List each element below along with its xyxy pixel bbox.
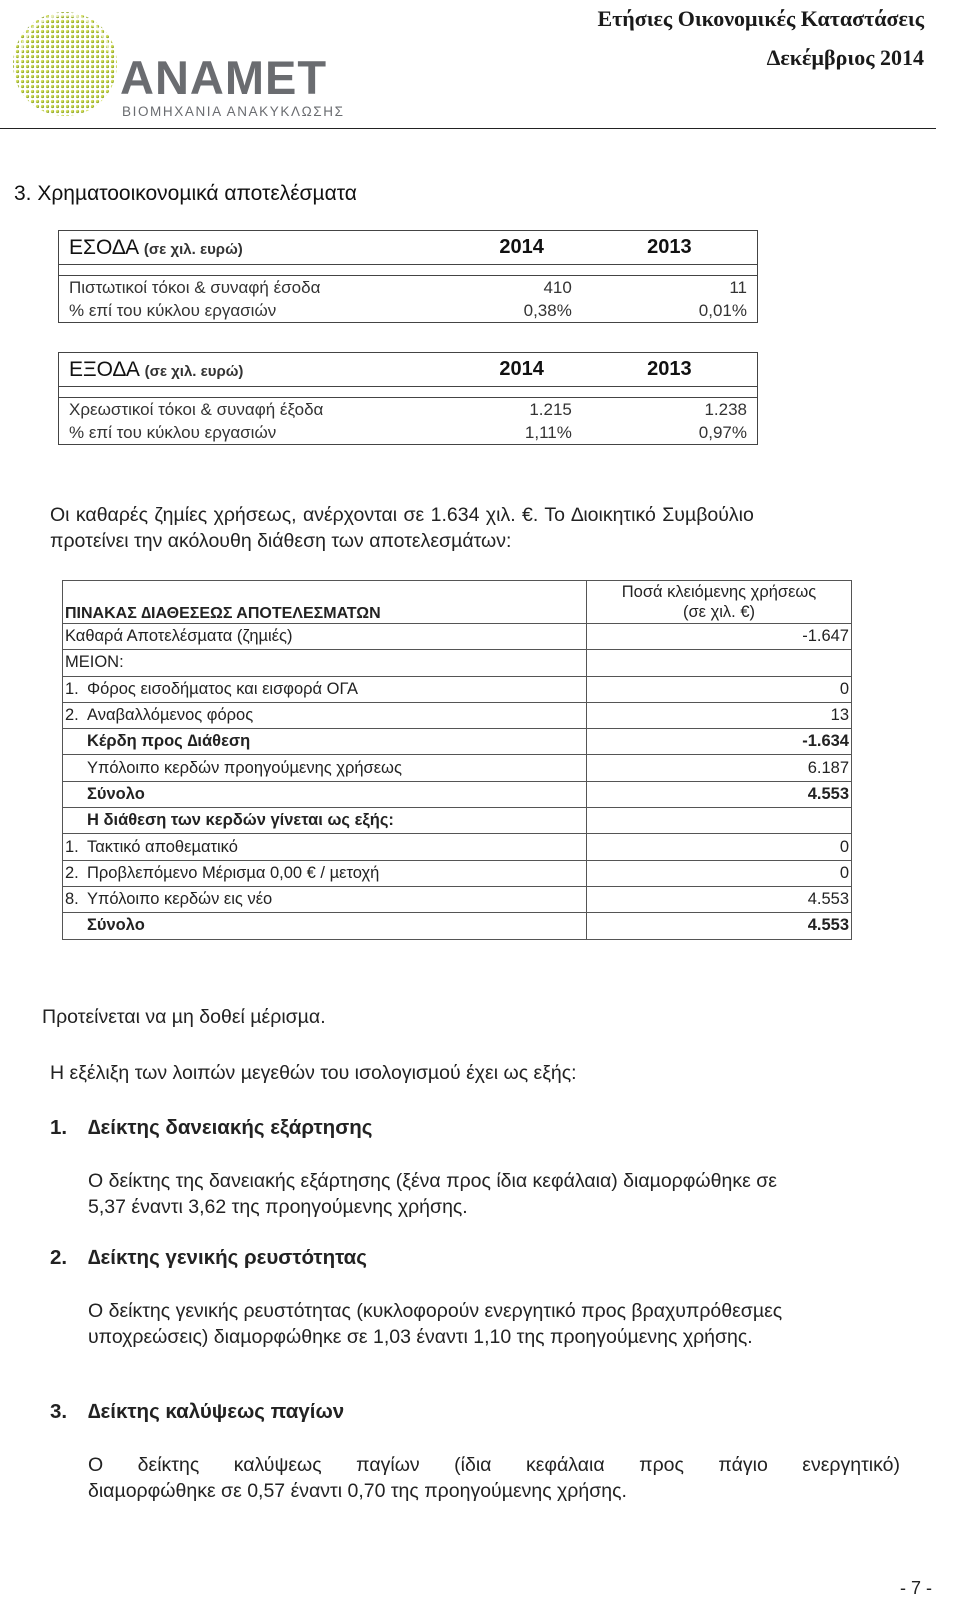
table-row (63, 650, 852, 676)
row-label: Σύνολο (85, 781, 587, 807)
section-title: 3. Χρηµατοοικονοµικά αποτελέσµατα (14, 182, 357, 205)
amount-header (587, 581, 852, 624)
row-value-2013: 0,97% (698, 422, 747, 442)
income-year-2013: 2013 (582, 231, 758, 265)
indicator-1-text (88, 1168, 900, 1220)
row-index (63, 729, 86, 755)
table-row (59, 276, 758, 300)
row-index: 8. (63, 886, 86, 912)
table-row (63, 860, 852, 886)
table-row (63, 886, 852, 912)
indicator-1-number: 1. (50, 1116, 68, 1139)
row-label: Τακτικό αποθεµατικό (85, 834, 587, 860)
row-label: Υπόλοιπο κερδών προηγούµενης χρήσεως (85, 755, 587, 781)
page-number: - 7 - (899, 1578, 932, 1598)
row-value: -1.647 (587, 624, 852, 650)
indicator-2-line-1: Ο δείκτης γενικής ρευστότητας (κυκλοφορούν ενεργητικό προς βραχυπρόθεσµες (88, 1300, 783, 1322)
row-value: 6.187 (587, 755, 852, 781)
table-row (63, 676, 852, 702)
row-value: 0 (587, 676, 852, 702)
table-row (63, 624, 852, 650)
row-label: Υπόλοιπο κερδών εις νέο (85, 886, 587, 912)
row-label: Κέρδη προς ∆ιάθεση (85, 729, 587, 755)
income-unit: (σε χιλ. ευρώ) (143, 240, 243, 258)
indicator-2-number: 2. (50, 1246, 68, 1269)
row-value-2013: 11 (729, 277, 747, 297)
row-label: % επί του κύκλου εργασιών (69, 300, 277, 320)
row-label: Πιστωτικοί τόκοι & συναφή έσοδα (69, 277, 321, 297)
row-index (63, 781, 86, 807)
indicator-2-text (88, 1298, 900, 1350)
logo-subtitle: ΒΙΟΜΗΧΑΝΙΑ ΑΝΑΚΥΚΛΩΣΗΣ (122, 104, 345, 119)
row-index: 2. (63, 860, 86, 886)
row-value-2014: 1,11% (524, 422, 572, 442)
indicator-2-line-2: υποχρεώσεις) διαµορφώθηκε σε 1,03 έναντι 1,10 της προηγούµενης χρήσης. (88, 1326, 753, 1348)
net-loss-line-1: Οι καθαρές ζηµίες χρήσεως, ανέρχονται σε 1.634 χιλ. €. Το ∆ιοικητικό Συµβούλιο (50, 504, 754, 526)
row-label: Αναβαλλόµενος φόρος (85, 702, 587, 728)
indicator-3-title: ∆είκτης καλύψεως παγίων (88, 1400, 345, 1423)
table-row (63, 913, 852, 939)
document-title: Ετήσιες Οικονομικές Καταστάσεις (597, 6, 924, 31)
logo-wordmark: ANAMET (120, 51, 328, 104)
row-value: -1.634 (587, 729, 852, 755)
row-label: Φόρος εισοδήµατος και εισφορά ΟΓΑ (85, 676, 587, 702)
distribution-table (62, 580, 852, 940)
table-row (63, 781, 852, 807)
row-value (587, 808, 852, 834)
net-loss-line-2: προτείνει την ακόλουθη διάθεση των αποτελεσµάτων: (50, 530, 512, 552)
row-value-2014: 0,38% (523, 300, 572, 320)
row-label: Χρεωστικοί τόκοι & συναφή έξοδα (69, 399, 324, 419)
row-value: 4.553 (587, 781, 852, 807)
income-year-2014: 2014 (461, 231, 581, 265)
row-index (63, 913, 86, 939)
net-loss-paragraph (50, 502, 900, 554)
row-index (63, 808, 86, 834)
expense-year-2013: 2013 (582, 353, 758, 387)
table-row (63, 834, 852, 860)
row-value: 4.553 (587, 886, 852, 912)
expense-table-header (59, 353, 758, 387)
row-index: 1. (63, 834, 86, 860)
row-value-2013: 1.238 (704, 399, 747, 419)
row-label: Σύνολο (85, 913, 587, 939)
indicator-1-title: ∆είκτης δανειακής εξάρτησης (88, 1116, 373, 1139)
row-value: 0 (587, 834, 852, 860)
row-index: 1. (63, 676, 86, 702)
expense-title: ΕΞΟ∆Α (69, 357, 140, 381)
indicator-3-text (88, 1452, 900, 1504)
row-label: ΜΕΙΟΝ: (63, 650, 587, 676)
amount-header-line-1: Ποσά κλειόµενης χρήσεως (621, 583, 817, 601)
logo-sphere-icon (10, 4, 120, 120)
indicator-2-title: ∆είκτης γενικής ρευστότητας (88, 1246, 367, 1269)
indicator-1-line-1: Ο δείκτης της δανειακής εξάρτησης (ξένα προς ίδια κεφάλαια) διαµορφώθηκε σε (88, 1170, 777, 1192)
table-row (59, 421, 758, 445)
row-value-2013: 0,01% (698, 300, 747, 320)
balance-intro-text: Η εξέλιξη των λοιπών µεγεθών του ισολογισµού έχει ως εξής: (50, 1062, 577, 1084)
indicator-3-number: 3. (50, 1400, 68, 1423)
table-row (63, 808, 852, 834)
row-value: 4.553 (587, 913, 852, 939)
indicator-3-line-1: Ο δείκτης καλύψεως παγίων (ίδια κεφάλαια προς πάγιο ενεργητικό) (88, 1454, 900, 1476)
income-table (58, 230, 758, 323)
indicator-1-line-2: 5,37 έναντι 3,62 της προηγούµενης χρήσης. (88, 1196, 468, 1218)
table-row (59, 299, 758, 323)
company-logo (10, 4, 380, 124)
row-value: 0 (587, 860, 852, 886)
table-row (63, 755, 852, 781)
header-divider (0, 128, 936, 129)
table-row (63, 702, 852, 728)
expense-year-2014: 2014 (461, 353, 581, 387)
row-label: Η διάθεση των κερδών γίνεται ως εξής: (85, 808, 587, 834)
income-table-header (59, 231, 758, 265)
row-value-2014: 410 (543, 277, 572, 297)
row-index (63, 755, 86, 781)
expense-unit: (σε χιλ. ευρώ) (144, 362, 244, 380)
income-title: ΕΣΟ∆Α (69, 235, 140, 259)
row-index: 2. (63, 702, 86, 728)
distribution-title: ΠΙΝΑΚΑΣ ∆ΙΑΘΕΣΕΩΣ ΑΠΟΤΕΛΕΣΜΑΤΩΝ (63, 581, 587, 624)
row-label: Καθαρά Αποτελέσµατα (ζηµιές) (63, 624, 587, 650)
row-label: % επί του κύκλου εργασιών (69, 422, 277, 442)
distribution-header (63, 581, 852, 624)
row-label: Προβλεπόµενο Μέρισµα 0,00 € / µετοχή (85, 860, 587, 886)
table-row (59, 398, 758, 422)
row-value: 13 (587, 702, 852, 728)
indicator-3-line-2: διαµορφώθηκε σε 0,57 έναντι 0,70 της προηγούµενης χρήσης. (88, 1480, 627, 1502)
amount-header-line-2: (σε χιλ. €) (682, 603, 756, 621)
no-dividend-text: Προτείνεται να µη δοθεί µέρισµα. (42, 1006, 326, 1028)
expense-table (58, 352, 758, 445)
row-value (587, 650, 852, 676)
table-row (63, 729, 852, 755)
document-date: ∆εκέµβριος 2014 (766, 45, 924, 70)
row-value-2014: 1.215 (529, 399, 572, 419)
